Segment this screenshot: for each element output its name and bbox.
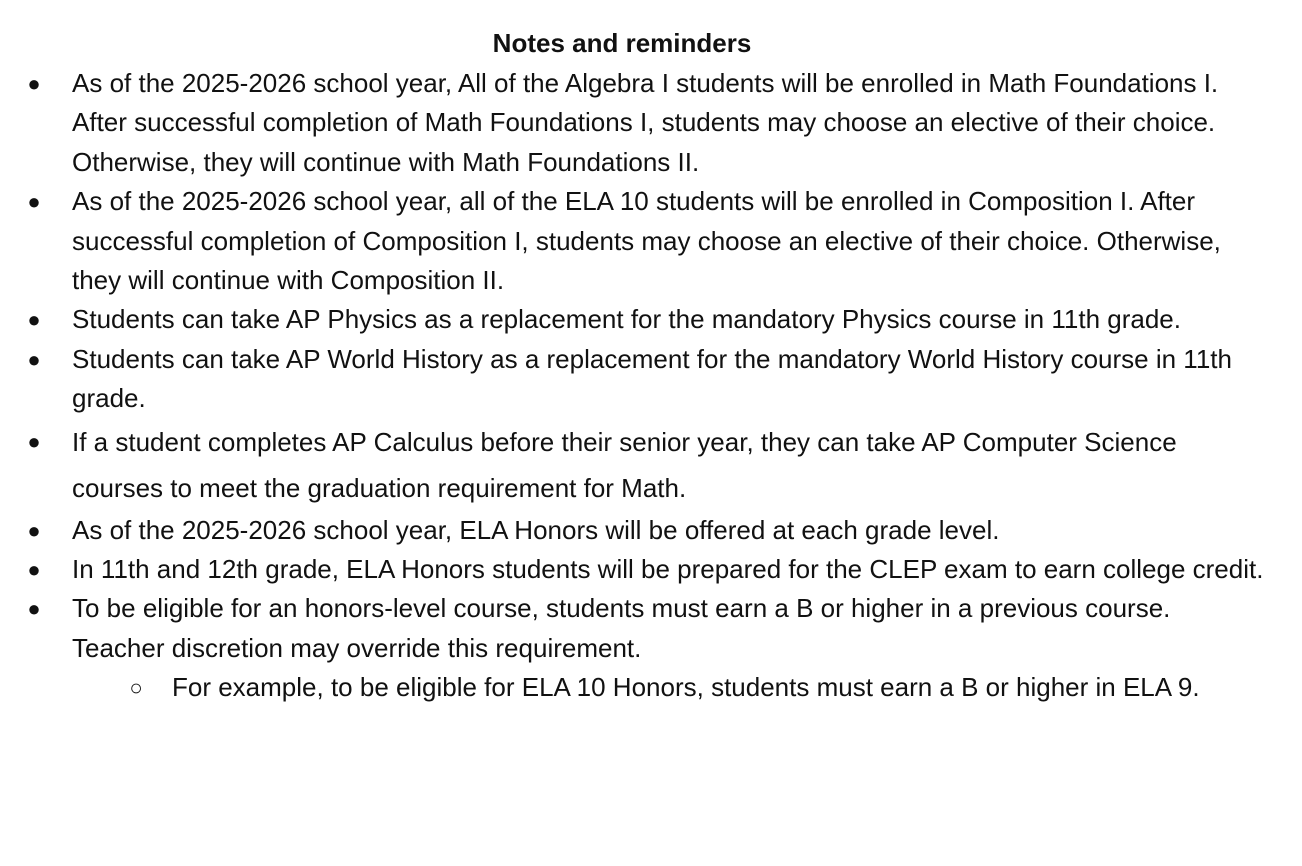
- note-text: As of the 2025-2026 school year, All of the Algebra I students will be enrolled in Math Foundations I. After successful completion of Math Foundations I, students may choose an elective of their choice. Otherwise, they will continue with Math Foundations II.: [72, 68, 1219, 177]
- bullet-icon: ●: [27, 346, 41, 372]
- note-item: [0, 419, 1302, 511]
- document-title: Notes and reminders: [492, 28, 752, 58]
- hollow-bullet-icon: ○: [129, 675, 143, 701]
- bullet-icon: ●: [27, 71, 41, 96]
- note-item: [0, 589, 1302, 707]
- note-item: [0, 340, 1302, 419]
- sub-note-item: [72, 668, 1266, 707]
- bullet-icon: ●: [27, 596, 41, 622]
- notes-list: [0, 64, 1302, 708]
- bullet-icon: ●: [27, 189, 41, 215]
- note-item: [0, 182, 1302, 300]
- bullet-icon: ●: [27, 557, 41, 583]
- bullet-icon: ●: [27, 517, 41, 543]
- note-text: Students can take AP World History as a replacement for the mandatory World History course in 11th grade.: [72, 343, 1232, 414]
- bullet-icon: ●: [27, 428, 41, 454]
- note-item: [0, 64, 1302, 182]
- note-item: [0, 300, 1302, 339]
- note-item: [0, 550, 1302, 589]
- note-text: In 11th and 12th grade, ELA Honors students will be prepared for the CLEP exam to earn college credit.: [72, 554, 1264, 585]
- note-text: As of the 2025-2026 school year, ELA Honors will be offered at each grade level.: [72, 514, 1000, 545]
- note-text: Students can take AP Physics as a replacement for the mandatory Physics course in 11th grade.: [72, 304, 1181, 335]
- sub-notes-list: [72, 668, 1266, 707]
- note-item: [0, 511, 1302, 550]
- note-text: As of the 2025-2026 school year, all of the ELA 10 students will be enrolled in Composition I. After successful completion of Composition I, students may choose an elective of their choice. Otherwise, they will continue with Composition II.: [72, 186, 1221, 296]
- sub-note-text: For example, to be eligible for ELA 10 Honors, students must earn a B or higher in ELA 9.: [172, 672, 1200, 703]
- bullet-icon: ●: [27, 307, 41, 333]
- note-text: To be eligible for an honors-level course, students must earn a B or higher in a previous course. Teacher discretion may override this requirement.: [72, 593, 1171, 663]
- note-text: If a student completes AP Calculus before their senior year, they can take AP Computer Science courses to meet the graduation requirement for Math.: [72, 426, 1177, 503]
